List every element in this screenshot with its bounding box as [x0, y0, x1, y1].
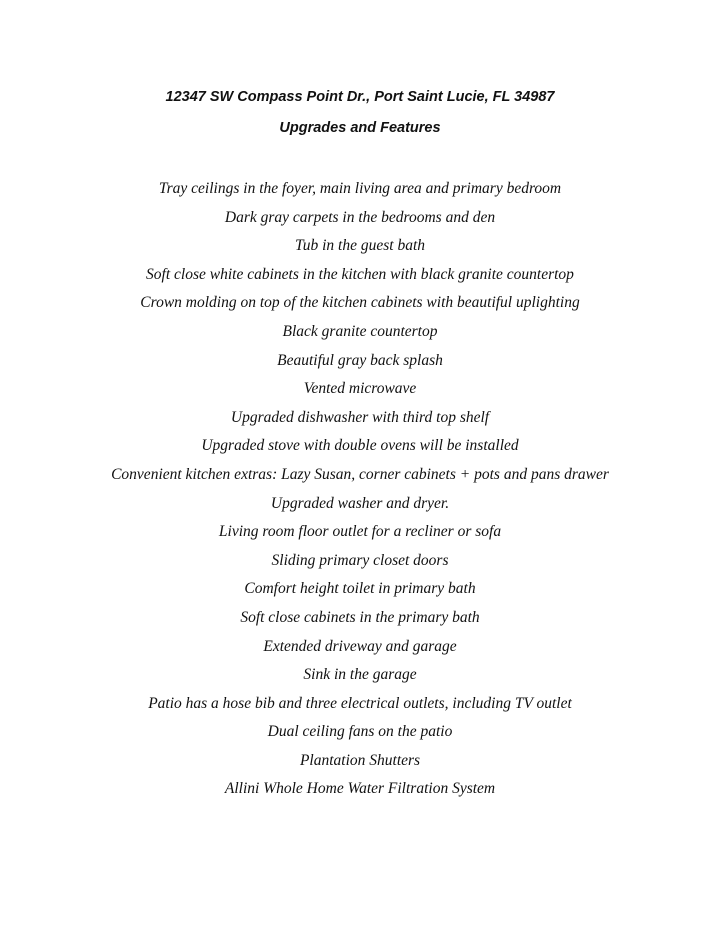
feature-item: Plantation Shutters [299, 751, 421, 769]
feature-item: Dark gray carpets in the bedrooms and den [224, 208, 496, 226]
feature-item: Allini Whole Home Water Filtration System [224, 780, 496, 798]
feature-item: Crown molding on top of the kitchen cabinets with beautiful uplighting [140, 294, 580, 312]
feature-item: Living room floor outlet for a recliner or sofa [218, 523, 502, 541]
feature-item: Black granite countertop [282, 322, 438, 340]
feature-item: Comfort height toilet in primary bath [244, 580, 476, 598]
feature-item: Soft close cabinets in the primary bath [240, 608, 480, 626]
feature-item: Tub in the guest bath [294, 237, 426, 255]
feature-item: Tray ceilings in the foyer, main living area and primary bedroom [158, 180, 562, 197]
feature-item: Beautiful gray back splash [277, 351, 443, 369]
page-subtitle: Upgrades and Features [279, 120, 441, 136]
feature-item: Upgraded stove with double ovens will be installed [201, 437, 519, 455]
feature-item: Vented microwave [303, 380, 417, 398]
property-address: 12347 SW Compass Point Dr., Port Saint Lucie, FL 34987 [165, 89, 555, 105]
feature-item: Convenient kitchen extras: Lazy Susan, corner cabinets + pots and pans drawer [111, 465, 609, 483]
feature-item: Upgraded dishwasher with third top shelf [230, 408, 490, 426]
feature-item: Dual ceiling fans on the patio [267, 723, 453, 741]
feature-item: Sink in the garage [303, 666, 417, 684]
feature-item: Sliding primary closet doors [271, 551, 449, 569]
features-list [0, 178, 720, 807]
feature-item: Extended driveway and garage [263, 637, 457, 655]
feature-item: Patio has a hose bib and three electrical outlets, including TV outlet [148, 694, 572, 712]
feature-item: Upgraded washer and dryer. [270, 494, 450, 512]
feature-item: Soft close white cabinets in the kitchen with black granite countertop [146, 265, 574, 283]
